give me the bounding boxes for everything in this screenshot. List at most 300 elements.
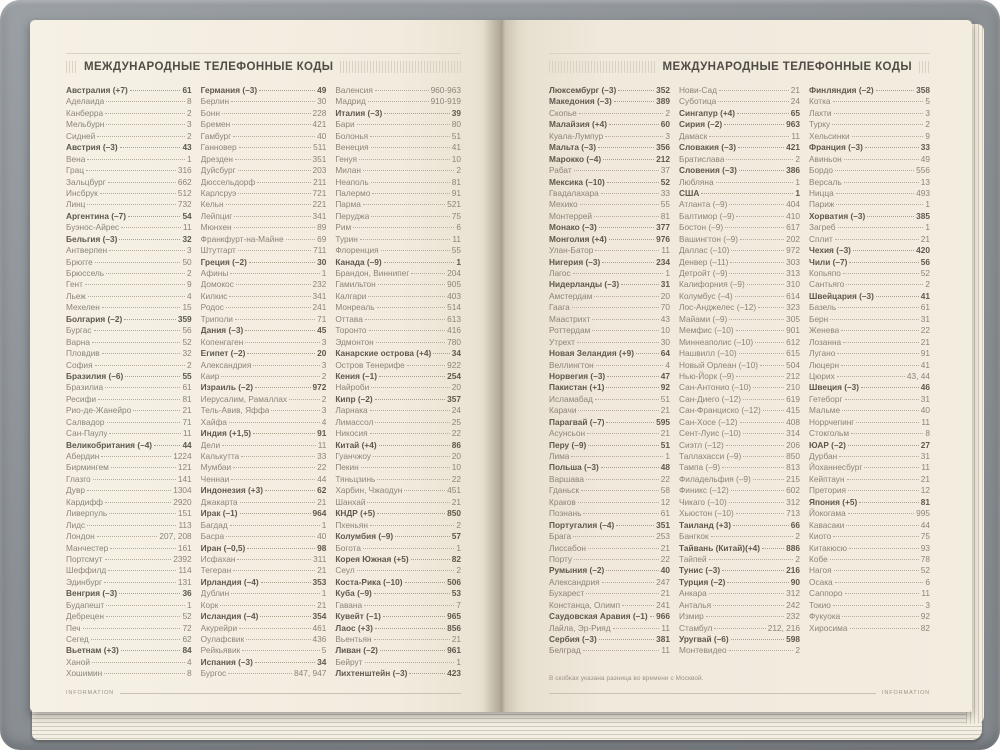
dot-leader [833,101,924,102]
dot-leader [836,193,914,194]
country-label: Румыния (–2) [549,565,605,576]
code-value: 976 [656,233,670,244]
dot-leader [119,239,180,240]
code-value: 415 [786,405,800,416]
code-value: 33 [660,187,670,198]
code-value: 305 [786,313,800,324]
city-label: Гавана [335,599,363,610]
city-label: Сан-Франциско (–12) [679,405,761,416]
dot-leader [621,284,659,285]
phone-code-row [335,668,461,679]
phone-code-row [201,531,327,542]
city-label: Дюссельдорф [200,176,256,187]
code-value: 43, 44 [906,370,930,381]
dot-leader [763,410,784,411]
phone-code-row [549,634,670,645]
dot-leader [360,239,451,240]
code-value: 11 [921,416,930,427]
city-label: Люцерн [809,359,840,370]
country-label: Австралия (+7) [66,85,128,95]
code-value: 11 [791,130,800,141]
code-value: 206 [786,439,800,450]
dot-leader [842,410,919,411]
code-value: 34 [317,656,327,667]
dot-leader [364,605,454,606]
dot-leader [372,193,449,194]
code-value: 247 [656,576,670,587]
phone-code-row [679,645,800,656]
city-label: Асунсьон [549,428,586,439]
dot-leader [847,479,919,480]
dot-leader [361,467,450,468]
phone-code-row [66,462,192,473]
city-label: Венеция [335,142,369,153]
dot-leader [848,513,914,514]
country-label: Португалия (–4) [549,519,615,530]
code-value: 451 [447,485,462,496]
code-value: 341 [312,290,327,301]
city-label: Саппоро [809,588,843,599]
city-label: Базель [809,302,837,313]
city-label: Рио-де-Жанейро [66,405,132,416]
dot-leader [365,662,455,663]
city-label: Шеффилд [66,565,107,576]
dot-leader [375,628,445,629]
code-value: 358 [916,85,930,95]
phone-code-row [66,268,192,279]
city-label: Сент-Луис (–10) [679,428,741,439]
city-label: Гданьск [549,485,580,496]
phone-code-row [201,417,327,428]
city-label: Печ [66,622,81,633]
phone-code-row [809,85,930,96]
phone-code-row [809,268,930,279]
open-spread [30,20,972,712]
dot-leader [231,593,320,594]
code-value: 48 [660,462,670,473]
phone-code-row [201,131,327,142]
code-value: 31 [920,451,930,461]
phone-code-row [335,428,461,439]
page-title: МЕЖДУНАРОДНЫЕ ТЕЛЕФОННЫЕ КОДЫ [84,60,334,73]
dot-leader [716,182,794,183]
dot-leader [229,296,310,297]
phone-code-row [335,657,461,668]
city-label: Майами (–9) [679,313,728,324]
code-value: 52 [920,268,930,278]
code-value: 92 [660,382,670,393]
dot-leader [577,342,659,343]
city-label: Скопье [549,107,577,118]
code-value: 403 [447,290,462,301]
phone-code-row [66,85,192,96]
dot-leader [242,650,320,651]
phone-code-row [66,382,192,393]
city-label: Хельсинки [809,130,850,141]
city-label: Осака [809,576,833,587]
dot-leader [837,353,918,354]
dot-leader [240,513,311,514]
phone-code-row [809,543,930,554]
code-value: 52 [182,611,192,622]
code-value: 521 [447,199,462,210]
code-value: 55 [182,370,192,381]
phone-code-row [66,291,192,302]
code-value: 65 [790,107,800,118]
country-label: Сербия (–3) [549,634,597,644]
phone-code-row [335,520,461,531]
code-value: 847, 947 [294,668,327,679]
country-label: Чехия (–3) [809,245,851,256]
city-label: Копенгаген [200,336,244,347]
dot-leader [98,399,180,400]
city-label: Нью-Йорк (–9) [679,370,735,381]
code-value: 52 [182,336,192,347]
phone-code-row [679,474,800,485]
code-value: 34 [451,348,462,359]
phone-code-row [66,348,192,359]
country-label: Швейцария (–3) [809,290,874,301]
hatch-pattern [549,61,656,73]
phone-code-row [335,188,461,199]
code-value: 33 [317,451,327,461]
phone-code-row [549,245,670,256]
dot-leader [233,467,315,468]
code-value: 31 [660,279,670,290]
country-label: Словения (–3) [679,165,737,176]
dot-leader [226,204,311,205]
phone-code-row [335,96,461,107]
code-value: 423 [447,668,462,679]
phone-code-row [335,119,461,130]
dot-leader [226,536,315,537]
phone-code-row [66,245,192,256]
dot-leader [579,113,664,114]
phone-code-row [679,302,800,313]
code-value: 21 [790,85,800,95]
phone-code-row [66,565,192,576]
country-label: Парагвай (–7) [549,416,605,427]
city-label: Сегед [66,634,89,644]
country-label: Китай (+4) [335,439,377,450]
dot-leader [834,113,924,114]
city-label: Вена [66,153,86,164]
dot-leader [586,479,659,480]
phone-code-row [679,222,800,233]
city-label: Богота [335,542,361,553]
phone-code-row [549,314,670,325]
code-value: 662 [177,176,192,187]
city-label: Салвадор [66,416,105,427]
phone-code-row [66,520,192,531]
dot-leader [833,536,919,537]
city-label: Сан-Хосе (–12) [679,416,738,427]
dot-leader [595,250,659,251]
dot-leader [384,262,455,263]
dot-leader [614,101,654,102]
dot-leader [405,582,446,583]
code-value: 3 [321,336,327,347]
code-value: 75 [451,210,462,221]
dot-leader [726,159,793,160]
dot-leader [587,433,659,434]
dot-leader [838,307,919,308]
phone-code-row [809,119,930,130]
code-value: 377 [656,222,670,233]
code-value: 1 [925,222,930,233]
code-value: 420 [916,245,930,256]
city-label: Дувр [66,485,85,496]
dot-leader [853,250,914,251]
dot-leader [599,227,654,228]
code-value: 3 [321,405,327,416]
country-label: Великобритания (–4) [66,439,153,450]
dot-leader [409,673,445,674]
city-label: Басра [200,531,225,542]
phone-code-row [809,199,930,210]
city-label: София [66,359,93,370]
country-label: США [679,187,700,198]
code-value: 2 [925,119,930,130]
city-label: Будапешт [66,599,105,610]
codes-column-5 [679,85,800,657]
phone-code-row [809,554,930,565]
phone-code-row [549,462,670,473]
dot-leader [856,422,919,423]
phone-code-row [809,531,930,542]
right-page-columns [549,85,930,657]
city-label: Дебрецен [66,611,104,622]
phone-code-row [679,199,800,210]
dot-leader [867,216,914,217]
code-value: 81 [660,210,670,221]
dot-leader [758,307,784,308]
dot-leader [222,113,311,114]
city-label: Линц [66,199,86,210]
city-label: Сидней [66,130,96,141]
code-value: 30 [317,96,327,107]
code-value: 50 [182,256,192,267]
phone-code-row [549,325,670,336]
code-value: 232 [312,279,327,290]
code-value: 351 [656,519,670,530]
phone-code-row [809,462,930,473]
dot-leader [106,616,180,617]
city-label: Буэнос-Айрес [66,222,120,233]
code-value: 1 [795,187,800,198]
city-label: Берлин [200,96,230,107]
code-value: 303 [786,256,800,267]
dot-leader [607,182,659,183]
phone-code-row [679,382,800,393]
code-value: 22 [660,473,670,484]
phone-code-row [335,577,461,588]
dot-leader [265,490,315,491]
phone-code-row [809,325,930,336]
code-value: 408 [786,416,800,427]
phone-code-row [335,382,461,393]
dot-leader [106,605,185,606]
dot-leader [846,284,923,285]
city-label: Кельн [200,199,224,210]
code-value: 62 [182,634,192,644]
country-label: Куба (–9) [335,588,372,599]
phone-code-row [66,279,192,290]
phone-code-row [809,211,930,222]
dot-leader [91,639,181,640]
code-value: 51 [660,393,670,404]
code-value: 421 [786,142,800,153]
phone-code-row [201,394,327,405]
phone-code-row [679,96,800,107]
city-label: Тампа (–9) [679,462,721,473]
code-value: 4 [321,416,327,427]
city-label: Тегеран [200,565,232,576]
country-label: Коста-Рика (–10) [335,576,403,587]
phone-code-row [549,565,670,576]
city-label: Эдмонтон [335,336,374,347]
phone-code-row [201,485,327,496]
code-value: 55 [660,199,670,210]
phone-code-row [679,165,800,176]
code-value: 25 [451,416,462,427]
code-value: 61 [182,382,192,393]
phone-code-row [809,565,930,576]
dot-leader [374,593,450,594]
phone-code-row [679,508,800,519]
country-label: Мальта (–3) [549,142,597,153]
phone-code-row [335,360,461,371]
phone-code-row [809,302,930,313]
city-label: Мехелен [66,302,100,313]
city-label: Бремен [200,119,231,130]
phone-code-row [66,108,192,119]
city-label: Рабат [549,165,572,176]
phone-code-row [335,314,461,325]
city-label: Анталья [679,599,712,610]
city-label: Лозанна [809,336,842,347]
phone-code-row [201,440,327,451]
code-value: 41 [451,142,462,153]
phone-code-row [66,623,192,634]
phone-code-row [549,497,670,508]
dot-leader [701,193,793,194]
city-label: Утрехт [549,336,575,347]
city-label: Кобе [809,553,828,564]
code-value: 161 [177,542,192,553]
code-value: 81 [451,176,462,187]
country-label: Германия (–3) [200,85,258,95]
phone-code-row [335,623,461,634]
code-value: 58 [660,485,670,496]
code-value: 359 [177,313,192,324]
phone-code-row [679,371,800,382]
footer-rule [120,693,461,694]
code-value: 49 [920,153,930,164]
phone-code-row [201,279,327,290]
dot-leader [830,319,919,320]
code-value: 2 [795,645,800,656]
dot-leader [725,227,784,228]
code-value: 21 [317,496,327,507]
city-label: Тяньцзинь [335,473,376,484]
phone-code-row [201,291,327,302]
city-label: Болонья [335,130,369,141]
code-value: 71 [182,416,192,427]
city-label: Хьюстон (–10) [679,508,734,519]
dot-leader [578,410,658,411]
left-page-footer [66,691,461,697]
dot-leader [843,273,919,274]
dot-leader [353,227,454,228]
city-label: Веллингтон [549,359,594,370]
dot-leader [371,182,450,183]
footer-rule [549,693,876,694]
phone-code-row [335,302,461,313]
code-value: 1 [925,199,930,210]
code-value: 2 [187,359,192,370]
city-label: Версаль [809,176,842,187]
code-value: 493 [916,187,930,198]
phone-code-row [549,405,670,416]
dot-leader [843,342,919,343]
country-label: Уругвай (–6) [679,634,729,644]
city-label: Киото [809,531,832,542]
city-label: Миннеаполис (–10) [679,336,754,347]
dot-leader [88,296,185,297]
phone-code-row [335,222,461,233]
code-value: 6 [925,576,930,587]
city-label: Лондон [66,531,95,542]
dot-leader [760,365,784,366]
city-label: Монтеррей [549,210,592,221]
code-value: 33 [920,142,930,153]
phone-code-row [335,245,461,256]
code-value: 131 [177,576,192,587]
phone-code-row [335,177,461,188]
code-value: 21 [660,542,670,553]
code-value: 20 [317,348,327,359]
code-value: 351 [312,153,327,164]
dot-leader [257,182,311,183]
dot-leader [722,467,784,468]
city-label: Сантьяго [809,279,845,290]
phone-code-row [679,291,800,302]
code-value: 40 [660,565,670,576]
dot-leader [111,467,176,468]
phone-code-row [549,177,670,188]
country-label: Люксембург (–3) [549,85,617,95]
dot-leader [743,433,784,434]
city-label: Ченнаи [200,473,230,484]
country-label: Сингапур (+4) [679,107,736,118]
dot-leader [133,410,180,411]
city-label: Манчестер [66,542,109,553]
country-label: Канада (–9) [335,256,382,267]
country-label: Япония (+5) [809,496,858,507]
code-value: 46 [920,382,930,393]
phone-code-row [549,222,670,233]
phone-code-row [201,257,327,268]
phone-code-row [335,268,461,279]
dot-leader [876,296,919,297]
city-label: Джакарта [200,496,238,507]
city-label: Милан [335,165,361,176]
city-label: Палермо [335,187,371,198]
phone-code-row [66,165,192,176]
city-label: Карлсруэ [200,187,237,198]
phone-code-row [549,611,670,622]
